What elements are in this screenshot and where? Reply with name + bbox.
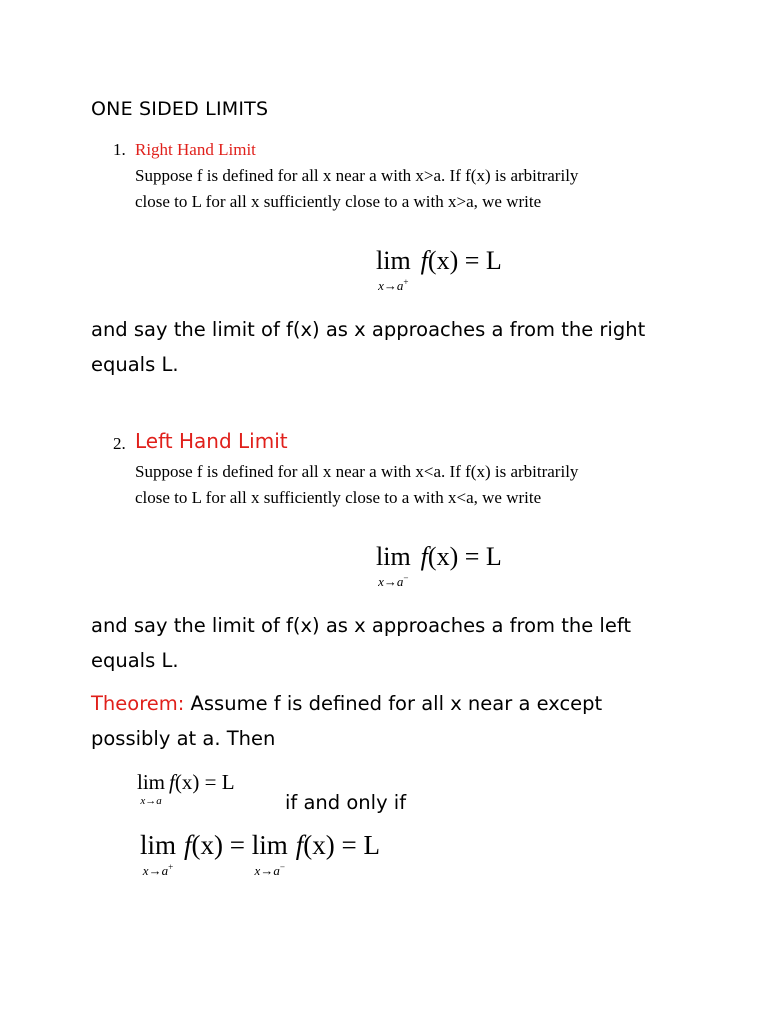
function-argument-right: (x) bbox=[303, 830, 335, 860]
section-2-number: 2. bbox=[113, 434, 126, 453]
function-name: f bbox=[420, 246, 428, 275]
formula-rhs: = L bbox=[458, 542, 502, 571]
left-hand-limit-formula bbox=[376, 542, 502, 588]
subscript-text: x→a bbox=[254, 863, 280, 878]
two-sided-limit-formula bbox=[137, 770, 235, 807]
limit-subscript-left bbox=[143, 863, 173, 877]
theorem-line-1 bbox=[91, 686, 602, 721]
page-title: ONE SIDED LIMITS bbox=[91, 98, 269, 120]
function-name: f bbox=[169, 770, 175, 794]
right-hand-limit-formula bbox=[376, 246, 502, 292]
section-1-body-line-1: Suppose f is defined for all x near a with x>a. If f(x) is arbitrarily bbox=[135, 166, 579, 185]
theorem-label: Theorem: bbox=[91, 692, 185, 715]
theorem-text: Assume f is defined for all x near a except bbox=[184, 692, 603, 715]
superscript-plus: + bbox=[168, 862, 174, 872]
section-2-heading: Left Hand Limit bbox=[135, 429, 288, 453]
section-1-heading: Right Hand Limit bbox=[135, 140, 256, 159]
section-1-number: 1. bbox=[113, 140, 126, 159]
limit-subscript-right bbox=[255, 863, 285, 877]
function-name: f bbox=[420, 542, 428, 571]
lim-operator-left: lim bbox=[140, 830, 177, 860]
subscript-text: x→a bbox=[378, 574, 404, 589]
section-1-paragraph-line-1: and say the limit of f(x) as x approaches a from the right bbox=[91, 318, 646, 341]
section-2-paragraph-line-1: and say the limit of f(x) as x approaches a from the left bbox=[91, 614, 632, 637]
superscript-minus: − bbox=[403, 573, 409, 583]
lim-operator: lim bbox=[137, 770, 166, 794]
function-argument: (x) bbox=[427, 246, 459, 275]
section-2-body-line-2: close to L for all x sufficiently close to a with x<a, we write bbox=[135, 488, 542, 507]
section-2-paragraph-line-2: equals L. bbox=[91, 649, 179, 672]
subscript-text: x→a bbox=[142, 863, 169, 878]
section-2-body-line-1: Suppose f is defined for all x near a with x<a. If f(x) is arbitrarily bbox=[135, 462, 579, 481]
superscript-minus: − bbox=[279, 862, 285, 872]
limit-subscript: x→a bbox=[140, 795, 162, 807]
function-argument-left: (x) bbox=[191, 830, 224, 860]
superscript-plus: + bbox=[403, 277, 409, 287]
function-argument: (x) bbox=[427, 542, 459, 571]
function-name-left: f bbox=[184, 830, 192, 860]
section-1-paragraph-line-2: equals L. bbox=[91, 353, 179, 376]
limit-subscript bbox=[378, 574, 408, 588]
theorem-line-2: possibly at a. Then bbox=[91, 727, 276, 750]
iff-connector: if and only if bbox=[285, 791, 407, 814]
formula-rhs: = L bbox=[199, 770, 235, 794]
subscript-text: x→a bbox=[378, 278, 404, 293]
lim-operator: lim bbox=[376, 246, 411, 275]
lim-operator-right: lim bbox=[251, 830, 288, 860]
section-1-body-line-2: close to L for all x sufficiently close to a with x>a, we write bbox=[135, 192, 542, 211]
function-argument: (x) bbox=[174, 770, 200, 794]
equals-sign: = bbox=[223, 830, 252, 860]
lim-operator: lim bbox=[376, 542, 411, 571]
limit-subscript bbox=[378, 278, 408, 292]
formula-rhs: = L bbox=[458, 246, 502, 275]
function-name-right: f bbox=[295, 830, 304, 860]
formula-rhs: = L bbox=[334, 830, 380, 860]
one-sided-equality-formula bbox=[140, 830, 380, 877]
